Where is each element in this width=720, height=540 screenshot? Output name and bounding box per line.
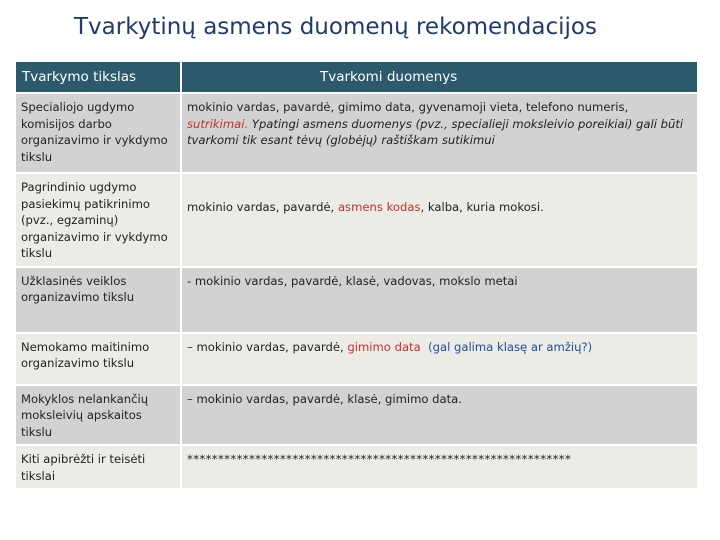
data-text: mokinio vardas, pavardė, <box>187 200 338 214</box>
row-data <box>182 334 697 384</box>
table-row <box>16 386 697 445</box>
data-text: mokinio vardas, pavardė, gimimo data, gyvenamoji vieta, telefono numeris, <box>187 100 629 114</box>
table-row <box>16 446 697 488</box>
row-purpose: Mokyklos nelankančių moksleivių apskaitos tikslu <box>16 386 180 445</box>
page-title: Tvarkytinų asmens duomenų rekomendacijos <box>74 14 597 40</box>
row-purpose: Nemokamo maitinimo organizavimo tikslu <box>16 334 180 384</box>
row-purpose: Pagrindinio ugdymo pasiekimų patikrinimo (pvz., egzaminų) organizavimo ir vykdymo tikslu <box>16 174 180 266</box>
table-row <box>16 334 697 384</box>
row-purpose: Užklasinės veiklos organizavimo tikslu <box>16 268 180 332</box>
row-data: - mokinio vardas, pavardė, klasė, vadovas, mokslo metai <box>182 268 697 332</box>
data-comment-blue: (gal galima klasę ar amžių?) <box>428 339 593 354</box>
row-purpose: Kiti apibrėžti ir teisėti tikslai <box>16 446 180 488</box>
row-purpose: Specialiojo ugdymo komisijos darbo organizavimo ir vykdymo tikslu <box>16 94 180 172</box>
table-row <box>16 268 697 332</box>
data-highlight-red: asmens kodas <box>337 200 421 214</box>
row-data <box>182 94 697 172</box>
table-row <box>16 174 697 266</box>
data-highlight-red: gimimo data <box>347 339 421 354</box>
data-table <box>14 60 699 490</box>
data-text: – mokinio vardas, pavardė, <box>187 339 348 354</box>
row-data <box>182 446 697 488</box>
row-data: – mokinio vardas, pavardė, klasė, gimimo data. <box>182 386 697 445</box>
data-text-after: , kalba, kuria mokosi. <box>420 200 544 214</box>
table-row <box>16 94 697 172</box>
data-note-italic: Ypatingi asmens duomenys (pvz., specialieji moksleivio poreikiai) gali būti tvarkomi tik esant tėvų (globėjų) raštiškam sutikimui <box>187 116 684 147</box>
header-purpose: Tvarkymo tikslas <box>16 62 180 92</box>
row-data <box>182 174 697 266</box>
data-placeholder-stars: ************************************************************** <box>187 452 572 466</box>
header-data: Tvarkomi duomenys <box>182 62 697 92</box>
table-header-row <box>16 62 697 92</box>
data-highlight-red: sutrikimai. <box>187 116 249 131</box>
